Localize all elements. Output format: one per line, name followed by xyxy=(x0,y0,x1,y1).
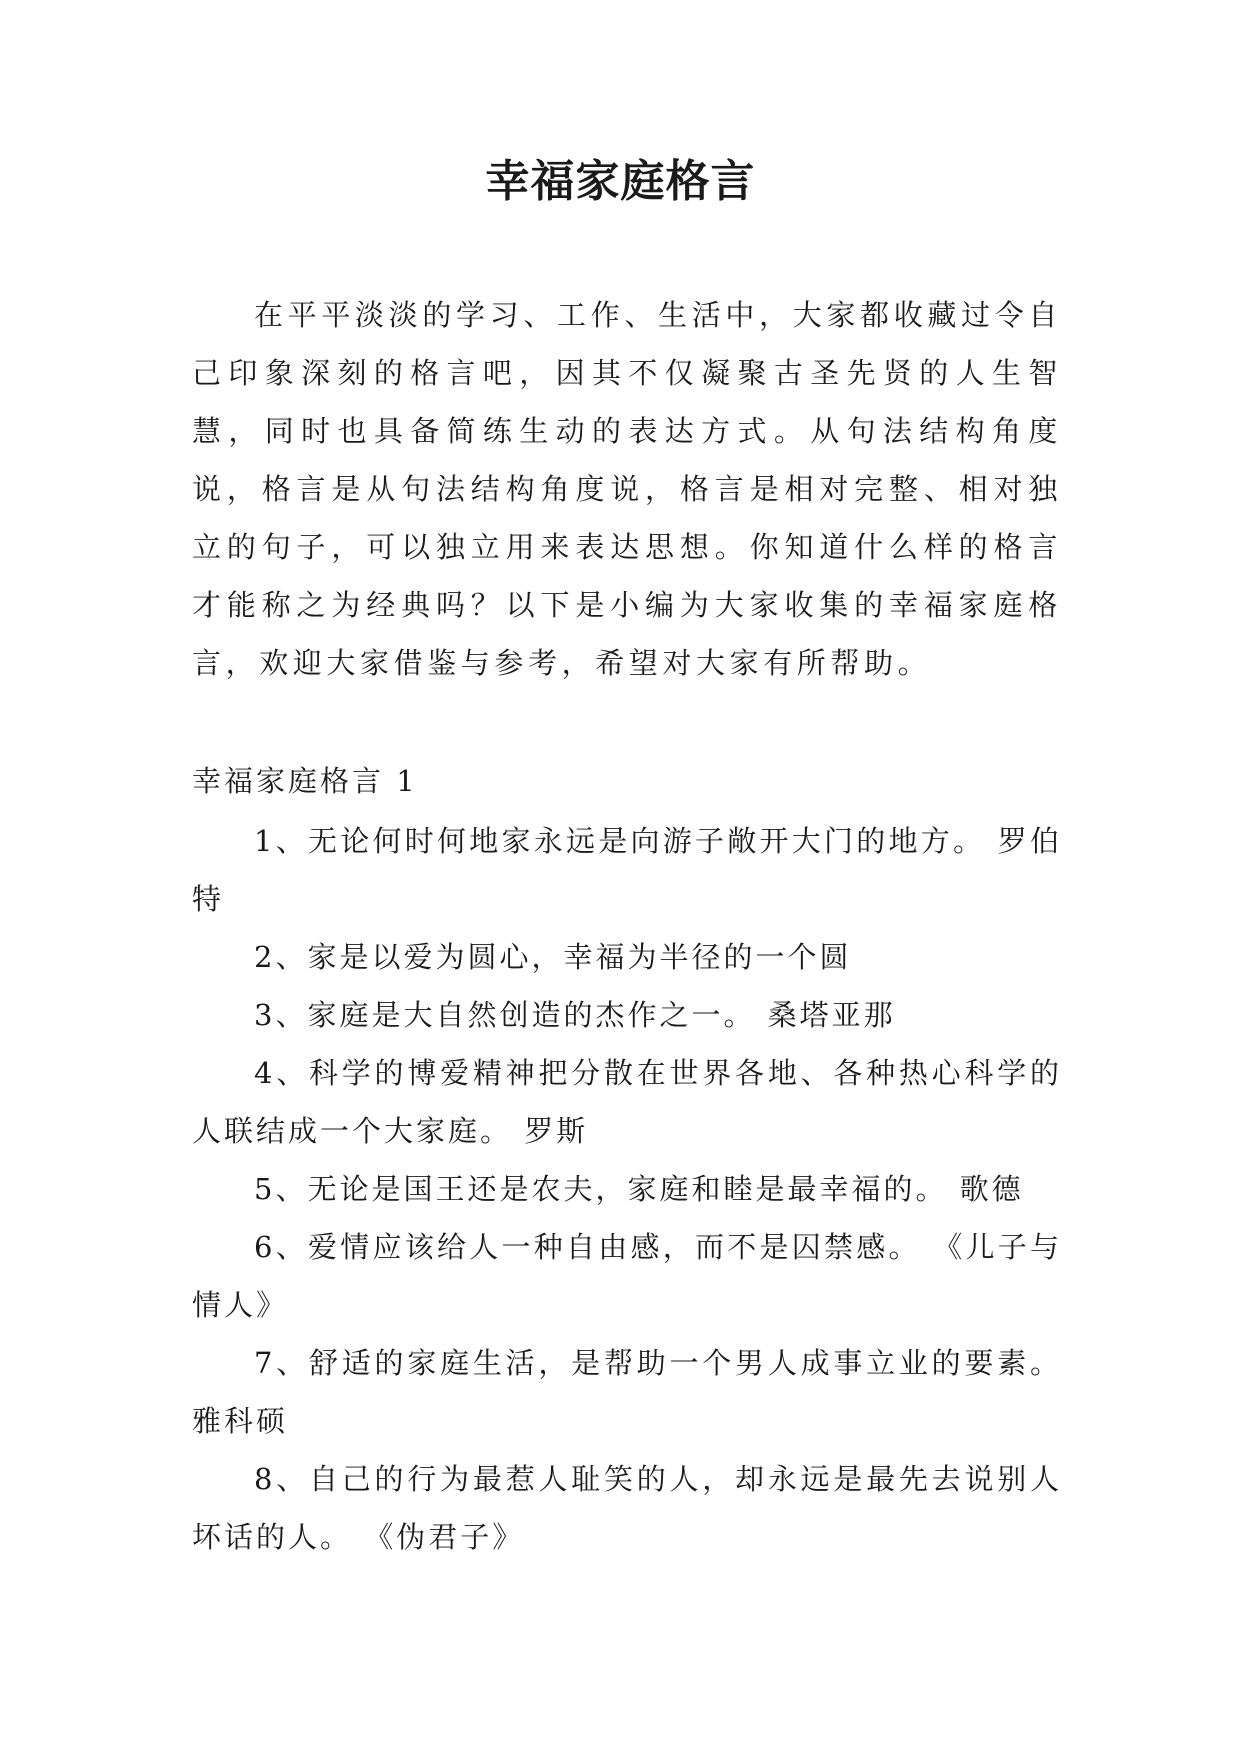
section-heading: 幸福家庭格言 1 xyxy=(192,764,418,798)
quote-item: 6、爱情应该给人一种自由感，而不是囚禁感。 《儿子与情人》 xyxy=(192,1230,1062,1322)
quote-item: 7、舒适的家庭生活，是帮助一个男人成事立业的要素。雅科硕 xyxy=(192,1346,1062,1438)
quote-list xyxy=(192,812,1062,1566)
quote-item: 4、科学的博爱精神把分散在世界各地、各种热心科学的人联结成一个大家庭。 罗斯 xyxy=(192,1056,1062,1148)
quote-item: 3、家庭是大自然创造的杰作之一。 桑塔亚那 xyxy=(254,998,896,1032)
quote-item: 5、无论是国王还是农夫，家庭和睦是最幸福的。 歌德 xyxy=(254,1172,1024,1206)
intro-paragraph: 在平平淡淡的学习、工作、生活中，大家都收藏过令自己印象深刻的格言吧，因其不仅凝聚古圣先贤的人生智慧，同时也具备简练生动的表达方式。从句法结构角度说，格言是从句法结构角度说，格言是相对完整、相对独立的句子，可以独立用来表达思想。你知道什么样的格言才能称之为经典吗？以下是小编为大家收集的幸福家庭格言，欢迎大家借鉴与参考，希望对大家有所帮助。 xyxy=(192,298,1062,680)
page-title: 幸福家庭格言 xyxy=(485,156,756,207)
quote-item: 2、家是以爱为圆心，幸福为半径的一个圆 xyxy=(254,940,852,974)
quote-item: 1、无论何时何地家永远是向游子敞开大门的地方。 罗伯特 xyxy=(192,824,1062,916)
quote-item: 8、自己的行为最惹人耻笑的人，却永远是最先去说别人坏话的人。 《伪君子》 xyxy=(192,1462,1062,1554)
